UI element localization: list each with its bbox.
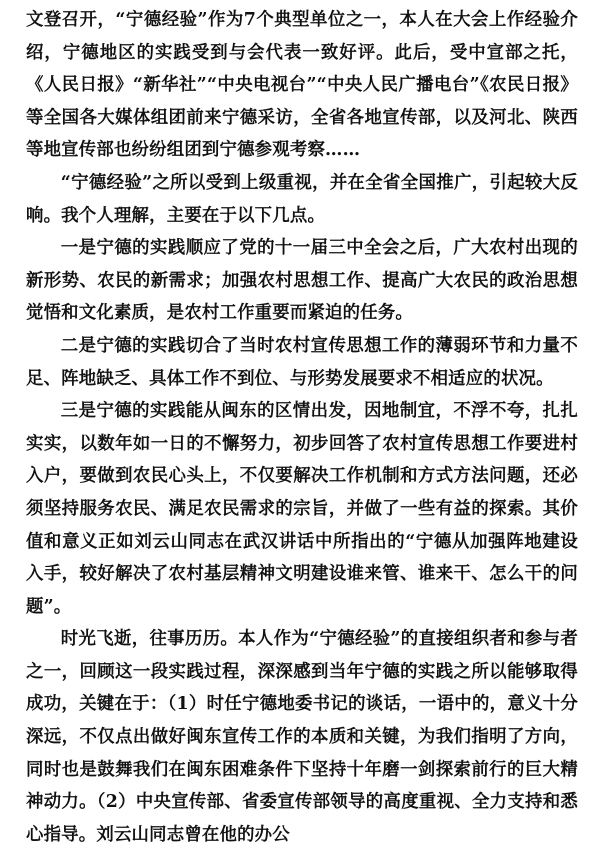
- paragraph-2: “宁德经验”之所以受到上级重视，并在全省全国推广，引起较大反响。我个人理解，主要在于以下几点。: [26, 172, 578, 226]
- paragraph-6: 时光飞逝，往事历历。本人作为“宁德经验”的直接组织者和参与者之一，回顾这一段实践过程，深深感到当年宁德的实践之所以能够取得成功，关键在于：（1）时任宁德地委书记的谈话，一语中的，意义十分深远，不仅点出做好闽东宣传工作的本质和关键，为我们指明了方向，同时也是鼓舞我们在闽东困难条件下坚持十年磨一剑探索前行的巨大精神动力。（2）中央宣传部、省委宣传部领导的高度重视、全力支持和悉心指导。刘云山同志曾在他的办公: [26, 629, 578, 845]
- paragraph-5: 三是宁德的实践能从闽东的区情出发，因地制宜，不浮不夸，扎扎实实，以数年如一日的不懈努力，初步回答了农村宣传思想工作要进村入户，要做到农民心头上，不仅要解决工作机制和方式方法问题，还必须坚持服务农民、满足农民需求的宗旨，并做了一些有益的探索。其价值和意义正如刘云山同志在武汉讲话中所指出的“宁德从加强阵地建设入手，较好解决了农村基层精神文明建设谁来管、谁来干、怎么干的问题”。: [26, 401, 578, 617]
- paragraph-3: 一是宁德的实践顺应了党的十一届三中全会之后，广大农村出现的新形势、农民的新需求；加强农村思想工作、提高广大农民的政治思想觉悟和文化素质，是农村工作重要而紧迫的任务。: [26, 238, 578, 324]
- paragraph-1: 文登召开，“宁德经验”作为7个典型单位之一，本人在大会上作经验介绍，宁德地区的实践受到与会代表一致好评。此后，受中宣部之托，《人民日报》“新华社”“中央电视台”“中央人民广播电台”《农民日报》等全国各大媒体组团前来宁德采访，全省各地宣传部，以及河北、陕西等地宣传部也纷纷组团到宁德参观考察……: [26, 10, 578, 161]
- paragraph-4: 二是宁德的实践切合了当时农村宣传思想工作的薄弱环节和力量不足、阵地缺乏、具体工作不到位、与形势发展要求不相适应的状况。: [26, 335, 578, 389]
